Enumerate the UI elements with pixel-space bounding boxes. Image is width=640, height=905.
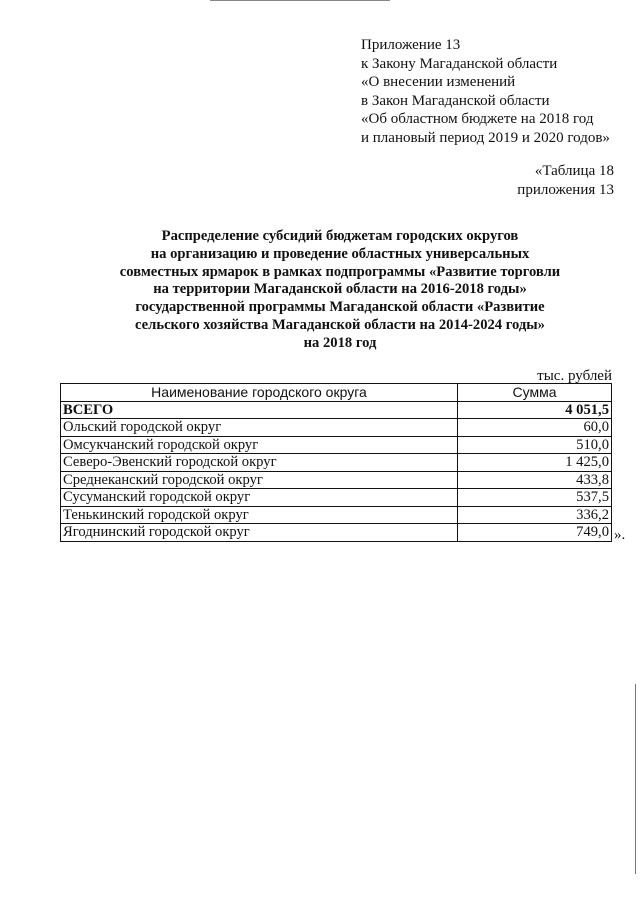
header-amount: Сумма [458, 384, 612, 402]
district-name: Омсукчанский городской округ [61, 436, 458, 454]
district-amount: 537,5 [458, 489, 612, 507]
appendix-header [361, 36, 610, 148]
district-name: Сусуманский городской округ [61, 489, 458, 507]
appendix-line: «Об областном бюджете на 2018 год [361, 111, 594, 128]
units-label: тыс. рублей [537, 368, 612, 384]
title-line: на организацию и проведение областных универсальных [150, 245, 530, 262]
table-row [61, 489, 612, 507]
table-total-row [61, 401, 612, 419]
appendix-line: и плановый период 2019 и 2020 годов» [361, 129, 610, 146]
district-name: Тенькинский городской округ [61, 506, 458, 524]
total-amount: 4 051,5 [458, 401, 612, 419]
table-row [61, 419, 612, 437]
title-line: совместных ярмарок в рамках подпрограммы «Развитие торговли [119, 263, 561, 280]
district-amount: 510,0 [458, 436, 612, 454]
district-amount: 336,2 [458, 506, 612, 524]
district-name: Ягоднинский городской округ [61, 524, 458, 542]
table-reference [517, 162, 614, 199]
district-name: Среднеканский городской округ [61, 471, 458, 489]
table-row [61, 454, 612, 472]
district-amount: 1 425,0 [458, 454, 612, 472]
district-amount: 749,0 [458, 524, 612, 542]
table-header-row [61, 384, 612, 402]
table-row [61, 436, 612, 454]
header-district-name: Наименование городского округа [61, 384, 458, 402]
total-label: ВСЕГО [61, 401, 458, 419]
title-line: на 2018 год [303, 334, 377, 351]
closing-quote-mark: ». [614, 527, 626, 543]
title-line: государственной программы Магаданской области «Развитие [135, 299, 545, 316]
appendix-line: к Закону Магаданской области [361, 55, 558, 72]
title-line: сельского хозяйства Магаданской области на 2014-2024 годы» [135, 316, 545, 333]
table-reference-line: «Таблица 18 [534, 163, 614, 179]
district-name: Ольский городской округ [61, 419, 458, 437]
subsidy-table [60, 383, 612, 542]
appendix-line: Приложение 13 [361, 37, 461, 53]
table-reference-line: приложения 13 [517, 181, 614, 198]
scan-artifact-top-line [210, 0, 390, 1]
district-amount: 60,0 [458, 419, 612, 437]
document-title [90, 228, 590, 353]
title-line: на территории Магаданской области на 2016-2018 годы» [153, 281, 527, 298]
title-line: Распределение субсидий бюджетам городских округов [161, 228, 519, 244]
district-name: Северо-Эвенский городской округ [61, 454, 458, 472]
table-row [61, 471, 612, 489]
table-row [61, 524, 612, 542]
appendix-line: в Закон Магаданской области [361, 92, 550, 109]
scan-artifact-edge-mark [635, 684, 636, 874]
appendix-line: «О внесении изменений [361, 74, 516, 91]
district-amount: 433,8 [458, 471, 612, 489]
table-row [61, 506, 612, 524]
